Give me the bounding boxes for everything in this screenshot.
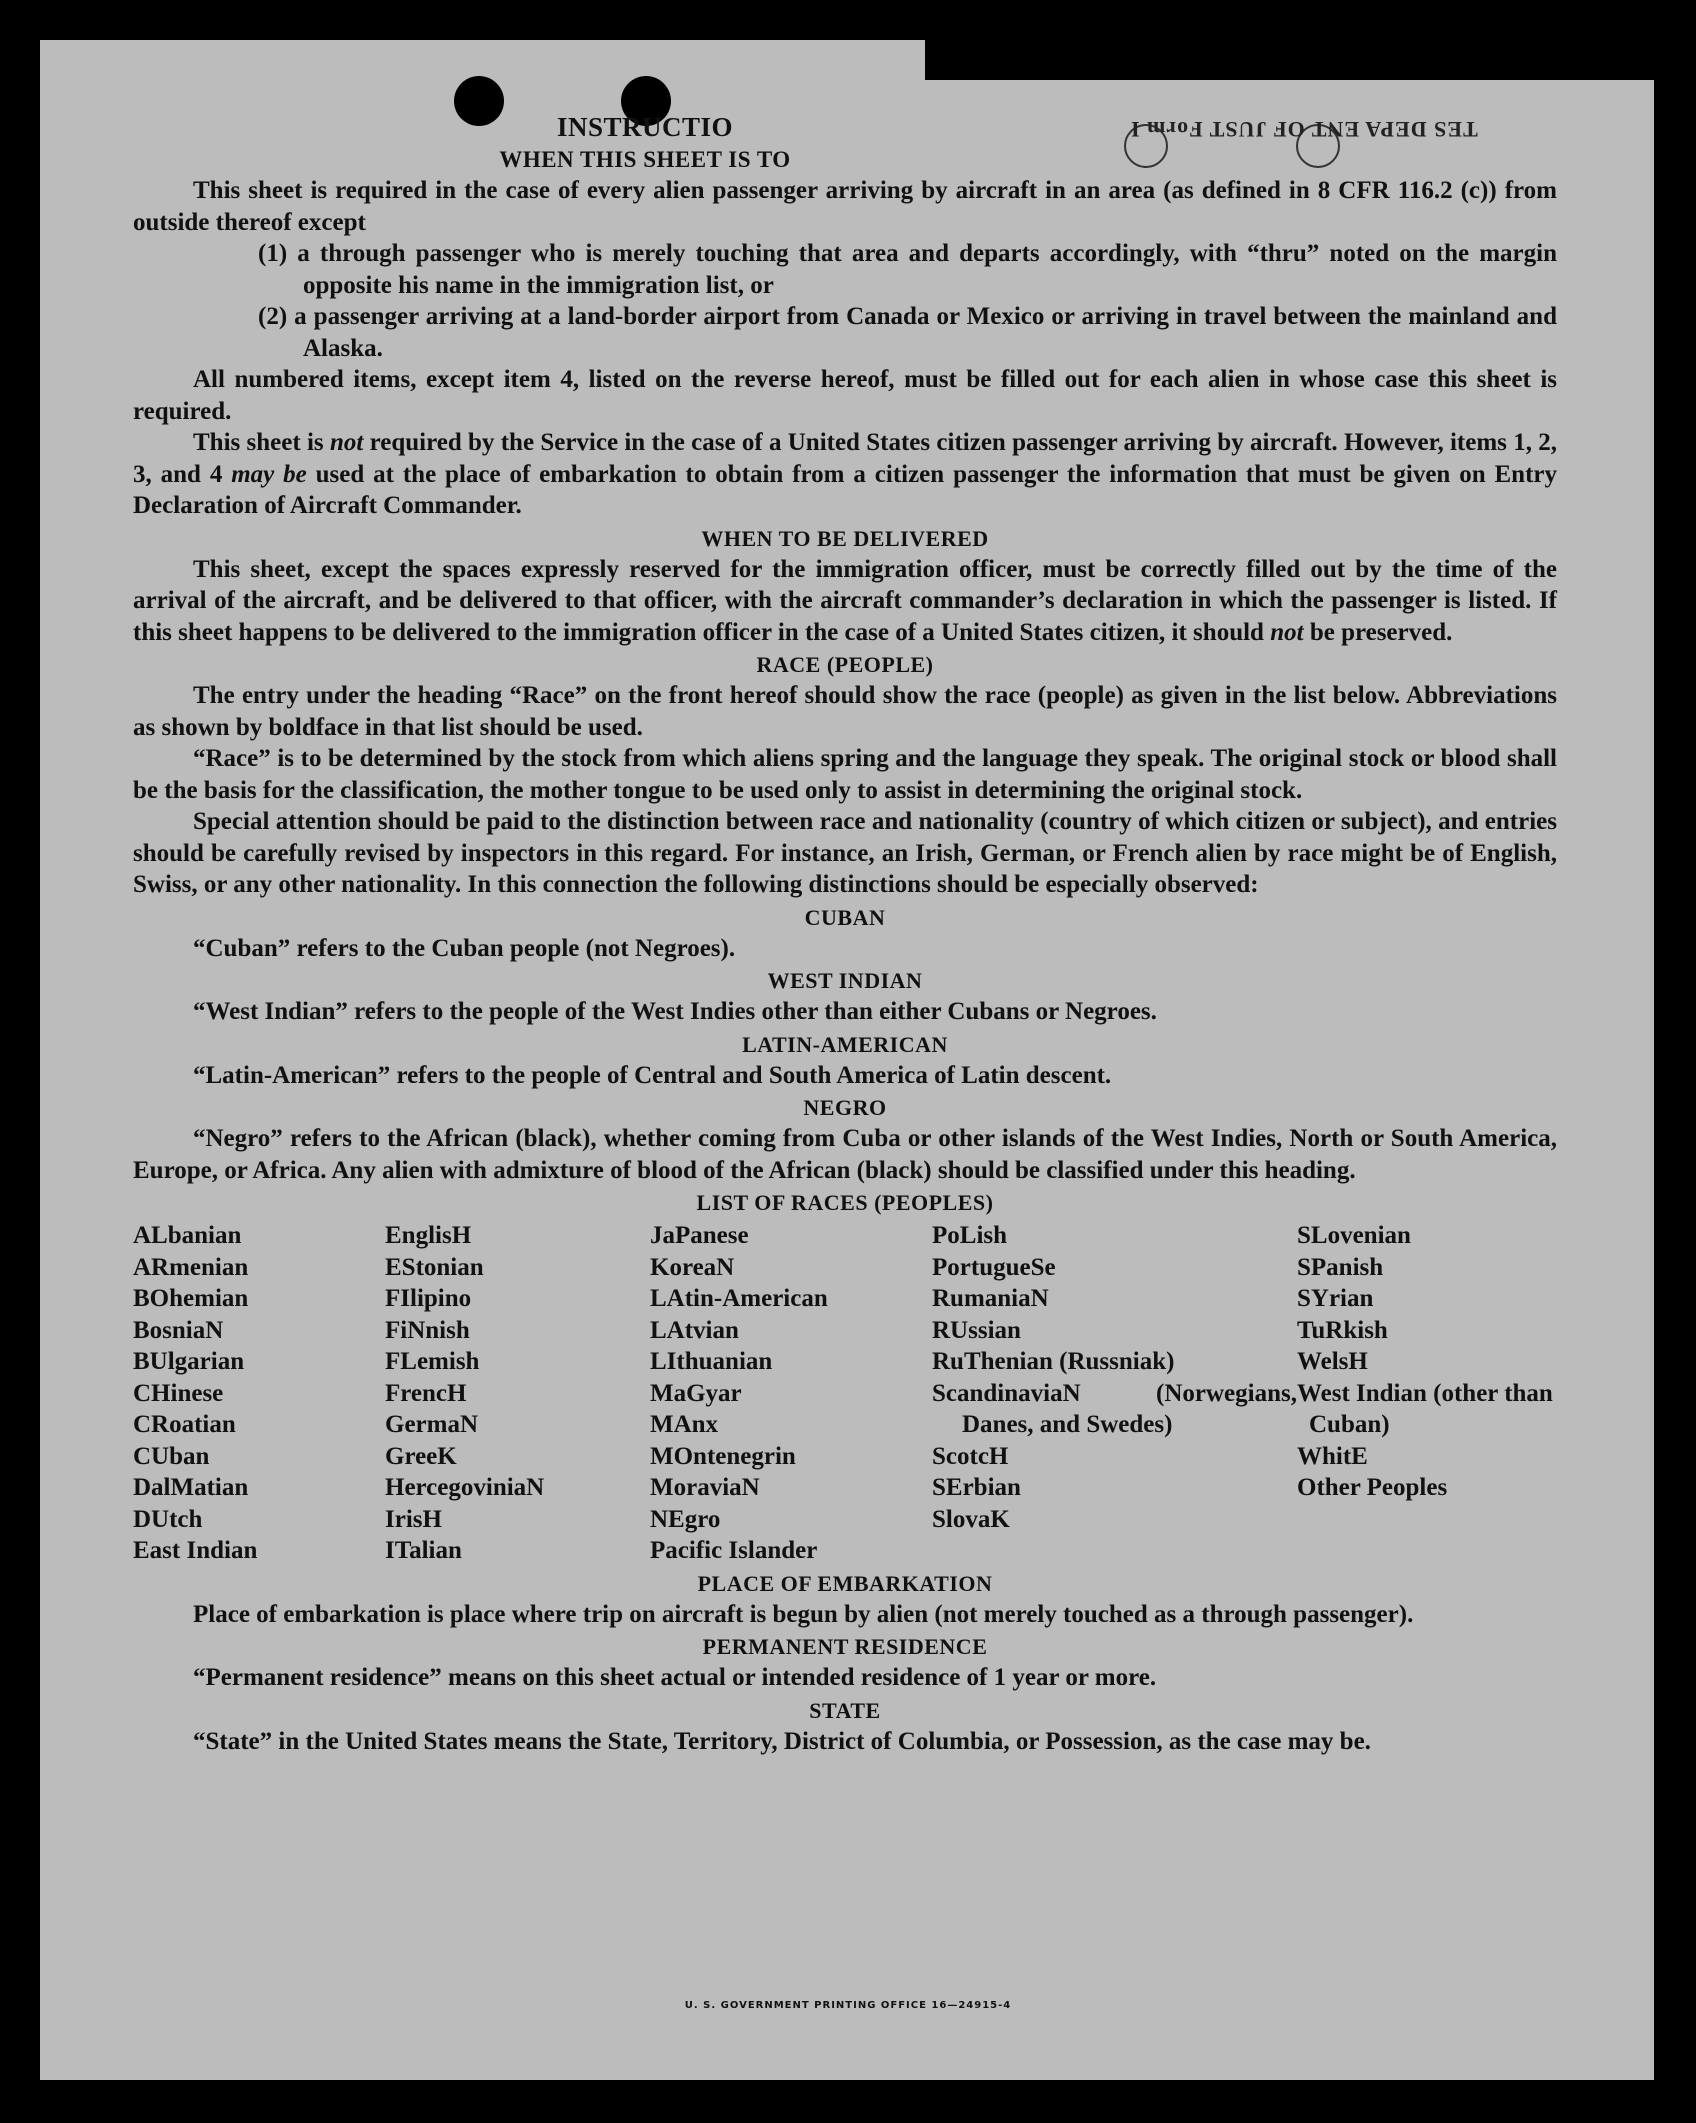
race-entry: FIlipino	[385, 1285, 472, 1312]
page-subtitle: WHEN THIS SHEET IS TO	[499, 146, 791, 172]
race-entry: RUssian	[932, 1316, 1021, 1344]
section-heading: LATIN-AMERICAN	[742, 1031, 948, 1057]
race-entry: MoraviaN	[650, 1474, 760, 1501]
race-entry: LAtin-American	[650, 1285, 828, 1312]
race-entry: TuRkish	[1297, 1316, 1388, 1344]
race-paragraph: The entry under the heading “Race” on the front hereof should show the race (people) as given in the list below. Abbreviations as shown by boldface in that list should be used.	[133, 682, 1557, 741]
race-entry: FiNnish	[385, 1316, 470, 1344]
section-heading: WEST INDIAN	[767, 968, 923, 993]
race-entry: DalMatian	[133, 1474, 249, 1501]
race-entry: RumaniaN	[932, 1285, 1049, 1312]
intro-paragraph: This sheet is required in the case of every alien passenger arriving by aircraft in an area (as defined in 8 CFR 116.2 (c)) from outside thereof except	[133, 177, 1557, 236]
section-heading: CUBAN	[804, 904, 886, 930]
race-entry: FrencH	[385, 1379, 467, 1407]
race-entry: BUlgarian	[133, 1348, 245, 1375]
race-entry: ScandinaviaN (Norwegians, Danes, and Swedes)	[932, 1379, 1297, 1438]
race-entry: WelsH	[1297, 1348, 1368, 1375]
race-entry: BosniaN	[133, 1316, 224, 1344]
race-entry: SYrian	[1297, 1285, 1374, 1312]
negro-text: “Negro” refers to the African (black), whether coming from Cuba or other islands of the West Indies, North or South America, Europe, or Africa. Any alien with admixture of blood of the African (black) should be classified under this heading.	[133, 1125, 1557, 1184]
race-entry: GermaN	[385, 1411, 479, 1438]
race-entry: West Indian (other than Cuban)	[1297, 1379, 1553, 1438]
race-entry: ARmenian	[133, 1253, 249, 1281]
race-paragraph: Special attention should be paid to the distinction between race and nationality (country of which citizen or subject), and entries should be carefully revised by inspectors in this regard. For instance, an Irish, German, or French alien by race might be of English, Swiss, or any other nationality. In this connection the following distinctions should be especially observed:	[133, 808, 1557, 898]
section-heading: LIST OF RACES (PEOPLES)	[696, 1190, 994, 1215]
section-heading: STATE	[809, 1697, 881, 1723]
races-column	[1297, 1220, 1557, 1567]
race-entry: SErbian	[932, 1474, 1021, 1501]
race-entry: PortugueSe	[932, 1253, 1056, 1281]
latin-american-text: “Latin-American” refers to the people of Central and South America of Latin descent.	[193, 1061, 1112, 1089]
race-entry: RuThenian (Russniak)	[932, 1348, 1175, 1375]
exception-item-2: (2) a passenger arriving at a land-border airport from Canada or Mexico or arriving in travel between the mainland and Alaska.	[258, 303, 1557, 362]
race-entry: Pacific Islander	[650, 1537, 818, 1564]
race-entry: MOntenegrin	[650, 1442, 796, 1470]
section-heading: PLACE OF EMBARKATION	[697, 1570, 993, 1596]
intro-paragraph-3: This sheet is not required by the Service in the case of a United States citizen passenger arriving by aircraft. However, items 1, 2, 3, and 4 may be used at the place of embarkation to obtain from a citizen passenger the information that must be given on Entry Declaration of Aircraft Commander.	[133, 429, 1557, 519]
races-column	[650, 1220, 932, 1567]
section-heading: RACE (PEOPLE)	[756, 652, 934, 677]
race-entry: Other Peoples	[1297, 1474, 1448, 1501]
race-entry: PoLish	[932, 1222, 1008, 1249]
section-heading: NEGRO	[803, 1095, 887, 1120]
race-entry: JaPanese	[650, 1222, 749, 1249]
bleed-through-text: TES DEPA ENT OF JUST Form I	[1130, 117, 1478, 142]
race-entry: DUtch	[133, 1505, 203, 1533]
intro-paragraph-2: All numbered items, except item 4, listed on the reverse hereof, must be filled out for each alien in whose case this sheet is required.	[133, 366, 1557, 425]
west-indian-text: “West Indian” refers to the people of the West Indies other than either Cubans or Negroes.	[193, 998, 1157, 1025]
race-entry: NEgro	[650, 1505, 721, 1533]
race-entry: FLemish	[385, 1348, 480, 1375]
race-entry: CRoatian	[133, 1411, 236, 1438]
printer-imprint: U. S. GOVERNMENT PRINTING OFFICE 16—24915-4	[684, 2000, 1012, 2011]
race-entry: SlovaK	[932, 1505, 1010, 1533]
race-entry: GreeK	[385, 1442, 457, 1470]
state-text: “State” in the United States means the State, Territory, District of Columbia, or Possession, as the case may be.	[193, 1727, 1371, 1755]
race-entry: ScotcH	[932, 1442, 1009, 1470]
race-entry: East Indian	[133, 1537, 258, 1564]
race-entry: MaGyar	[650, 1379, 742, 1407]
races-list	[133, 1220, 1557, 1567]
race-entry: CHinese	[133, 1379, 224, 1407]
race-entry: EStonian	[385, 1253, 484, 1281]
exception-item-1: (1) a through passenger who is merely touching that area and departs accordingly, with “thru” noted on the margin opposite his name in the immigration list, or	[258, 240, 1557, 299]
race-entry: IrisH	[385, 1505, 442, 1533]
race-entry: KoreaN	[650, 1253, 735, 1281]
race-entry: LAtvian	[650, 1316, 739, 1344]
races-column	[932, 1220, 1297, 1567]
cuban-text: “Cuban” refers to the Cuban people (not Negroes).	[193, 934, 736, 962]
race-entry: HercegoviniaN	[385, 1474, 545, 1501]
section-heading: PERMANENT RESIDENCE	[702, 1634, 988, 1659]
race-entry: CUban	[133, 1442, 210, 1470]
race-entry: WhitE	[1297, 1442, 1368, 1470]
document-body	[133, 112, 1557, 1757]
races-column	[385, 1220, 650, 1567]
delivered-paragraph: This sheet, except the spaces expressly reserved for the immigration officer, must be correctly filled out by the time of the arrival of the aircraft, and be delivered to that officer, with the aircraft commander’s declaration in which the passenger is listed. If this sheet happens to be delivered to the immigration officer in the case of a United States citizen, it should not be preserved.	[133, 555, 1557, 646]
page-title: INSTRUCTIO	[556, 112, 734, 142]
residence-text: “Permanent residence” means on this sheet actual or intended residence of 1 year or more.	[193, 1664, 1157, 1691]
section-heading: WHEN TO BE DELIVERED	[701, 525, 989, 551]
embarkation-text: Place of embarkation is place where trip on aircraft is begun by alien (not merely touched as a through passenger).	[193, 1600, 1414, 1628]
race-entry: SLovenian	[1297, 1222, 1411, 1249]
races-column	[133, 1220, 385, 1567]
race-entry: BOhemian	[133, 1285, 249, 1312]
race-entry: ITalian	[385, 1537, 462, 1564]
race-entry: EnglisH	[385, 1222, 472, 1249]
race-paragraph: “Race” is to be determined by the stock from which aliens spring and the language they speak. The original stock or blood shall be the basis for the classification, the mother tongue to be used only to assist in determining the original stock.	[133, 745, 1557, 804]
torn-corner	[925, 40, 1660, 80]
race-entry: ALbanian	[133, 1222, 242, 1249]
race-entry: SPanish	[1297, 1253, 1384, 1281]
race-entry: MAnx	[650, 1411, 719, 1438]
race-entry: LIthuanian	[650, 1348, 773, 1375]
